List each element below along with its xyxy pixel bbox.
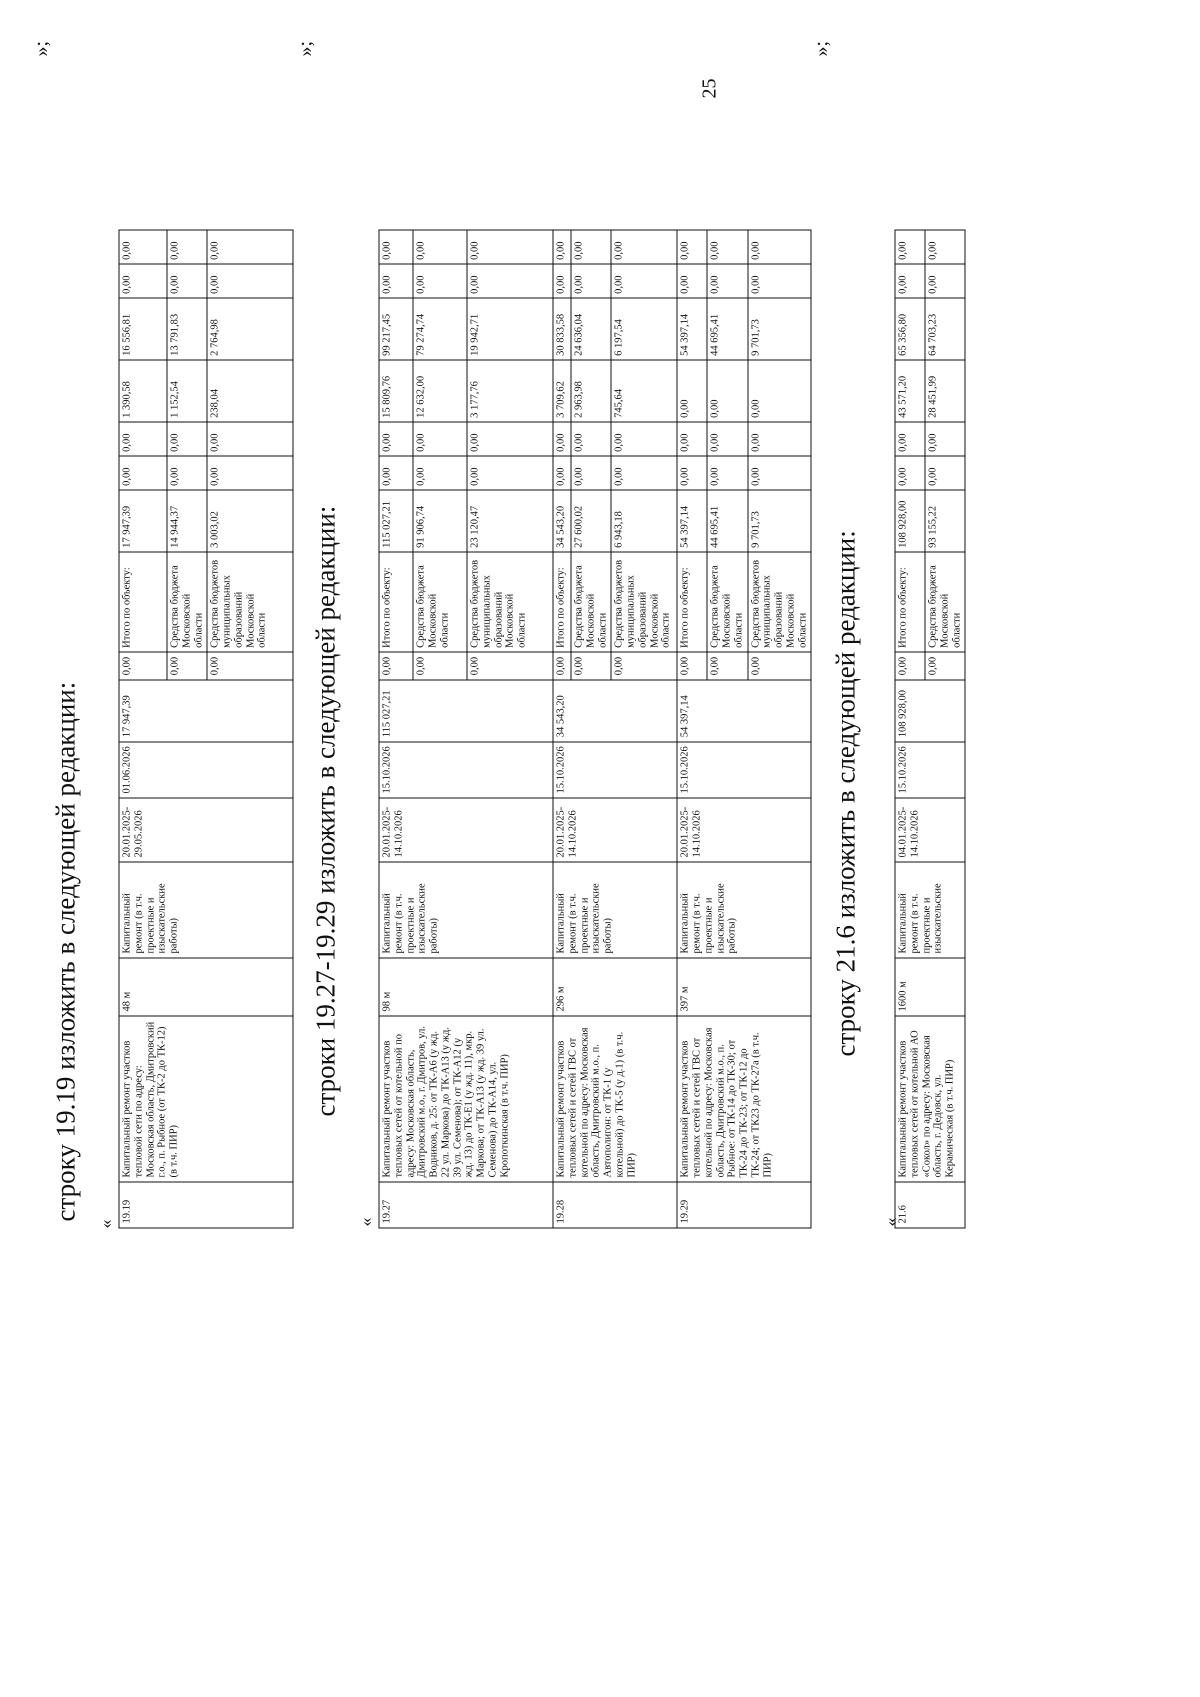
funding-v5: 0,00 — [119, 264, 167, 298]
total-cost: 17 947,39 — [119, 680, 293, 742]
work-period: 20.01.2025-14.10.2026 — [379, 798, 553, 862]
funding-v4: 6 197,54 — [611, 298, 677, 360]
funding-v2: 0,00 — [207, 422, 293, 456]
funding-v1: 0,00 — [119, 456, 167, 490]
work-type: Капитальный ремонт (в т.ч. проектные и изыскательские работы) — [553, 862, 677, 958]
funding-v4: 24 636,04 — [571, 298, 611, 360]
work-type: Капитальный ремонт (в т.ч. проектные и изыскательские работы) — [677, 862, 811, 958]
funding-pre: 0,00 — [895, 652, 925, 679]
funding-v6: 0,00 — [167, 230, 207, 264]
work-period: 04.01.2025-14.10.2026 — [895, 798, 965, 862]
funding-v1: 0,00 — [167, 456, 207, 490]
row-number: 19.19 — [119, 1182, 293, 1228]
funding-v5: 0,00 — [925, 264, 965, 298]
completion-date: 15.10.2026 — [677, 742, 811, 798]
funding-sum: 6 943,18 — [611, 490, 677, 552]
funding-v2: 0,00 — [467, 422, 553, 456]
funding-v4: 16 556,81 — [119, 298, 167, 360]
object-description: Капитальный ремонт участков тепловых сетей от котельной по адресу: Московская область, Дмитровский м.о., г. Дмитров, ул. Водников, д. 25: от ТК-А6 (у жд. 22 ул. Маркова) до ТК-А13 (у жд. 39 ул. Семенова); от ТК-А12 (у жд. 13) до ТК-Е1 (у жд. 11), мкр. Маркова; от ТК-А13 (у жд. 39 ул. Семенова) до ТК-А14, ул. Кропоткинская (в т.ч. ПИР) — [379, 1016, 553, 1182]
funding-v6: 0,00 — [379, 230, 413, 264]
funding-v6: 0,00 — [677, 230, 707, 264]
total-cost: 115 027,21 — [379, 680, 553, 742]
funding-v6: 0,00 — [571, 230, 611, 264]
total-cost: 54 397,14 — [677, 680, 811, 742]
funding-v6: 0,00 — [413, 230, 467, 264]
rotated-page-content — [1, 0, 1200, 1697]
open-quote: « — [355, 1217, 376, 1227]
funding-v4: 99 217,45 — [379, 298, 413, 360]
funding-sum: 17 947,39 — [119, 490, 167, 552]
funding-v5: 0,00 — [677, 264, 707, 298]
funding-source: Средства бюджета Московской области — [413, 552, 467, 652]
funding-pre: 0,00 — [925, 652, 965, 679]
funding-v4: 64 703,23 — [925, 298, 965, 360]
funding-source: Средства бюджетов муниципальных образований Московской области — [748, 552, 812, 652]
funding-pre: 0,00 — [467, 652, 553, 679]
section-heading: строки 19.27-19.29 изложить в следующей редакции: — [310, 505, 341, 1117]
funding-source: Итого по объекту: — [895, 552, 925, 652]
funding-source: Средства бюджета Московской области — [167, 552, 207, 652]
funding-v3: 1 390,58 — [119, 360, 167, 422]
funding-pre: 0,00 — [119, 652, 167, 679]
object-description: Капитальный ремонт участков тепловых сетей от котельной АО «Сокол» по адресу: Московская область, г. Дедовск, ул. Керамическая (в т.ч. ПИР) — [895, 1016, 965, 1182]
network-length: 48 м — [119, 958, 293, 1016]
funding-pre: 0,00 — [379, 652, 413, 679]
funding-v5: 0,00 — [553, 264, 571, 298]
funding-v3: 3 177,76 — [467, 360, 553, 422]
funding-sum: 93 155,22 — [925, 490, 965, 552]
funding-v2: 0,00 — [748, 422, 812, 456]
funding-v4: 44 695,41 — [707, 298, 747, 360]
funding-v3: 43 571,20 — [895, 360, 925, 422]
completion-date: 01.06.2026 — [119, 742, 293, 798]
funding-pre: 0,00 — [748, 652, 812, 679]
funding-pre: 0,00 — [413, 652, 467, 679]
funding-v5: 0,00 — [167, 264, 207, 298]
funding-source: Итого по объекту: — [553, 552, 571, 652]
funding-v3: 0,00 — [707, 360, 747, 422]
object-description: Капитальный ремонт участков тепловых сетей и сетей ГВС от котельной по адресу: Московская область, Дмитровский м.о., п. Автополигон: от ТК-1 (у котельной) до ТК-5 (у д.1) (в т.ч. ПИР) — [553, 1016, 677, 1182]
table-row — [379, 230, 413, 1228]
funding-source: Средства бюджетов муниципальных образований Московской области — [207, 552, 293, 652]
table-row — [553, 230, 571, 1228]
work-type: Капитальный ремонт (в т.ч. проектные и изыскательские — [895, 862, 965, 958]
funding-v3: 745,64 — [611, 360, 677, 422]
funding-sum: 115 027,21 — [379, 490, 413, 552]
funding-v4: 13 791,83 — [167, 298, 207, 360]
funding-v2: 0,00 — [571, 422, 611, 456]
funding-v5: 0,00 — [748, 264, 812, 298]
open-quote: « — [880, 1217, 901, 1227]
funding-v5: 0,00 — [207, 264, 293, 298]
funding-pre: 0,00 — [571, 652, 611, 679]
total-cost: 108 928,00 — [895, 680, 965, 742]
funding-pre: 0,00 — [707, 652, 747, 679]
close-quote: »; — [294, 40, 317, 57]
row-number: 19.29 — [677, 1182, 811, 1228]
funding-v3: 1 152,54 — [167, 360, 207, 422]
funding-sum: 44 695,41 — [707, 490, 747, 552]
funding-v4: 54 397,14 — [677, 298, 707, 360]
completion-date: 15.10.2026 — [895, 742, 965, 798]
funding-v6: 0,00 — [707, 230, 747, 264]
funding-v2: 0,00 — [677, 422, 707, 456]
funding-source: Средства бюджетов муниципальных образований Московской области — [467, 552, 553, 652]
funding-v1: 0,00 — [207, 456, 293, 490]
funding-source: Средства бюджетов муниципальных образований Московской области — [611, 552, 677, 652]
funding-v1: 0,00 — [895, 456, 925, 490]
funding-pre: 0,00 — [167, 652, 207, 679]
completion-date: 15.10.2026 — [553, 742, 677, 798]
funding-v4: 2 764,98 — [207, 298, 293, 360]
funding-v2: 0,00 — [119, 422, 167, 456]
row-number: 19.27 — [379, 1182, 553, 1228]
funding-v1: 0,00 — [553, 456, 571, 490]
funding-v3: 12 632,00 — [413, 360, 467, 422]
funding-source: Средства бюджета Московской области — [707, 552, 747, 652]
funding-v6: 0,00 — [553, 230, 571, 264]
funding-pre: 0,00 — [677, 652, 707, 679]
funding-v6: 0,00 — [895, 230, 925, 264]
funding-sum: 3 003,02 — [207, 490, 293, 552]
funding-v5: 0,00 — [467, 264, 553, 298]
funding-v2: 0,00 — [895, 422, 925, 456]
funding-v3: 0,00 — [748, 360, 812, 422]
funding-v2: 0,00 — [611, 422, 677, 456]
funding-sum: 9 701,73 — [748, 490, 812, 552]
funding-source: Итого по объекту: — [119, 552, 167, 652]
funding-v4: 9 701,73 — [748, 298, 812, 360]
funding-v1: 0,00 — [611, 456, 677, 490]
funding-v4: 30 833,58 — [553, 298, 571, 360]
object-description: Капитальный ремонт участков тепловой сети по адресу: Московская область, Дмитровский г.о., п. Рыбное (от ТК-2 до ТК-12) (в т.ч. ПИР) — [119, 1016, 293, 1182]
page-number: 25 — [698, 78, 721, 98]
funding-v3: 2 963,98 — [571, 360, 611, 422]
object-description: Капитальный ремонт участков тепловых сетей и сетей ГВС от котельной по адресу: Московская область, Дмитровский м.о., п. Рыбное: от ТК-14 до ТК-30; от ТК-24 до ТК-23; от ТК-12 до ТК-24; от ТК23 до ТК-27а (в т.ч. ПИР) — [677, 1016, 811, 1182]
funding-sum: 14 944,37 — [167, 490, 207, 552]
funding-v1: 0,00 — [925, 456, 965, 490]
work-type: Капитальный ремонт (в т.ч. проектные и изыскательские работы) — [119, 862, 293, 958]
funding-sum: 54 397,14 — [677, 490, 707, 552]
program-table — [379, 230, 812, 1229]
close-quote: »; — [810, 40, 833, 57]
work-period: 20.01.2025-14.10.2026 — [677, 798, 811, 862]
table-row — [677, 230, 707, 1228]
funding-v4: 79 274,74 — [413, 298, 467, 360]
funding-sum: 23 120,47 — [467, 490, 553, 552]
completion-date: 15.10.2026 — [379, 742, 553, 798]
section-heading: строку 19.19 изложить в следующей редакции: — [50, 681, 81, 1222]
network-length: 296 м — [553, 958, 677, 1016]
funding-v5: 0,00 — [611, 264, 677, 298]
network-length: 397 м — [677, 958, 811, 1016]
funding-v1: 0,00 — [379, 456, 413, 490]
funding-source: Средства бюджета Московской области — [925, 552, 965, 652]
funding-v1: 0,00 — [571, 456, 611, 490]
funding-v2: 0,00 — [413, 422, 467, 456]
funding-v6: 0,00 — [207, 230, 293, 264]
section-heading: строку 21.6 изложить в следующей редакции: — [830, 530, 861, 1057]
work-period: 20.01.2025-14.10.2026 — [553, 798, 677, 862]
funding-v6: 0,00 — [119, 230, 167, 264]
funding-v2: 0,00 — [553, 422, 571, 456]
program-table — [119, 230, 294, 1229]
funding-pre: 0,00 — [611, 652, 677, 679]
funding-v1: 0,00 — [707, 456, 747, 490]
funding-v4: 19 942,71 — [467, 298, 553, 360]
funding-v6: 0,00 — [467, 230, 553, 264]
row-number: 21.6 — [895, 1182, 965, 1228]
table-row — [895, 230, 925, 1228]
close-quote: »; — [30, 40, 53, 57]
funding-v6: 0,00 — [748, 230, 812, 264]
program-table — [895, 230, 966, 1229]
funding-sum: 91 906,74 — [413, 490, 467, 552]
funding-v4: 65 356,80 — [895, 298, 925, 360]
funding-v6: 0,00 — [611, 230, 677, 264]
funding-v1: 0,00 — [748, 456, 812, 490]
funding-v5: 0,00 — [895, 264, 925, 298]
funding-v3: 3 709,62 — [553, 360, 571, 422]
funding-v3: 15 809,76 — [379, 360, 413, 422]
network-length: 98 м — [379, 958, 553, 1016]
work-type: Капитальный ремонт (в т.ч. проектные и изыскательские работы) — [379, 862, 553, 958]
funding-source: Итого по объекту: — [677, 552, 707, 652]
funding-v5: 0,00 — [571, 264, 611, 298]
funding-v2: 0,00 — [167, 422, 207, 456]
funding-sum: 108 928,00 — [895, 490, 925, 552]
funding-v2: 0,00 — [925, 422, 965, 456]
funding-v3: 0,00 — [677, 360, 707, 422]
funding-source: Средства бюджета Московской области — [571, 552, 611, 652]
funding-v5: 0,00 — [707, 264, 747, 298]
funding-v6: 0,00 — [925, 230, 965, 264]
funding-v5: 0,00 — [413, 264, 467, 298]
funding-sum: 34 543,20 — [553, 490, 571, 552]
funding-v1: 0,00 — [413, 456, 467, 490]
funding-v3: 238,04 — [207, 360, 293, 422]
funding-v1: 0,00 — [677, 456, 707, 490]
total-cost: 34 543,20 — [553, 680, 677, 742]
funding-v5: 0,00 — [379, 264, 413, 298]
work-period: 20.01.2025-29.05.2026 — [119, 798, 293, 862]
funding-pre: 0,00 — [207, 652, 293, 679]
network-length: 1600 м — [895, 958, 965, 1016]
funding-v2: 0,00 — [707, 422, 747, 456]
funding-v2: 0,00 — [379, 422, 413, 456]
row-number: 19.28 — [553, 1182, 677, 1228]
funding-source: Итого по объекту: — [379, 552, 413, 652]
open-quote: « — [95, 1219, 116, 1229]
funding-pre: 0,00 — [553, 652, 571, 679]
funding-v3: 28 451,99 — [925, 360, 965, 422]
funding-v1: 0,00 — [467, 456, 553, 490]
table-row — [119, 230, 167, 1228]
funding-sum: 27 600,02 — [571, 490, 611, 552]
